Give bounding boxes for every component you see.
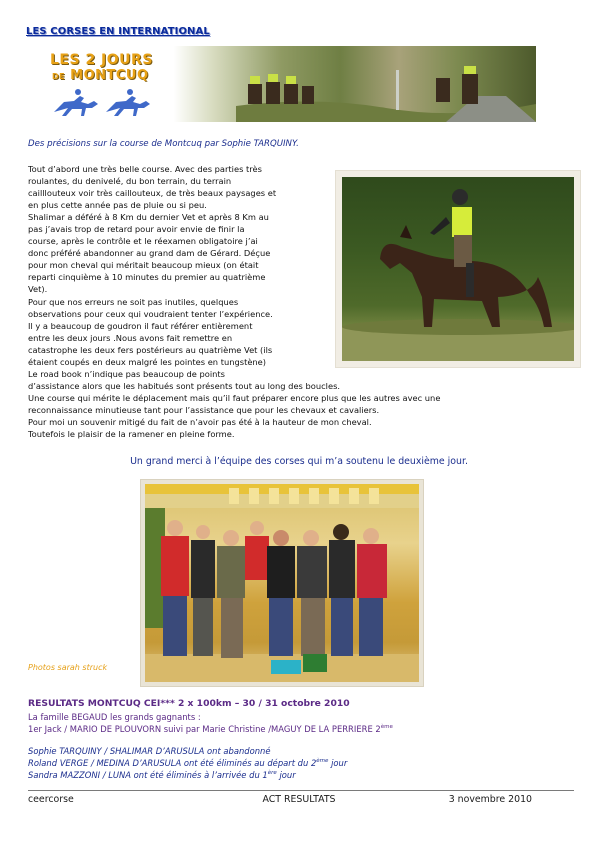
event-banner: [46, 46, 536, 122]
article-line: en plus cette année pas de pluie ou si peu.: [28, 200, 207, 211]
article-line: Tout d’abord une très belle course. Avec des parties très: [28, 164, 262, 174]
article-line: observations pour ceux qui voudraient tenter l’expérience.: [28, 308, 273, 319]
footer-divider: [28, 790, 574, 791]
article-line: Pour que nos erreurs ne soit pas inutiles, quelques: [28, 296, 239, 307]
results-line: La famille BEGAUD les grands gagnants :: [28, 712, 201, 722]
article-line: Une course qui mérite le déplacement mais qu’il faut préparer encore plus que les autres avec une: [28, 392, 441, 403]
results-line: [28, 770, 296, 780]
article-line: pas j’avais trop de retard pour avoir envie de finir la: [28, 224, 245, 235]
section-title: LES CORSES EN INTERNATIONAL: [26, 26, 210, 37]
results-line-text: Roland VERGE / MEDINA D’ARUSULA ont été éliminés au départ du 2: [28, 758, 317, 768]
article-line: Le road book n’indique pas beaucoup de points: [28, 368, 225, 379]
event-logo-name: MONTCUQ: [70, 68, 149, 83]
article-line: roulantes, du denivelé, du bon terrain, du terrain: [28, 176, 232, 187]
article-line: Shalimar a déféré à 8 Km du dernier Vet et après 8 Km au: [28, 212, 269, 223]
article-line: reconnaissance minutieuse tant pour l’assistance que pour les chevaux et cavaliers.: [28, 404, 380, 415]
results-line-text: 1er Jack / MARIO DE PLOUVORN suivi par Marie Christine /MAGUY DE LA PERRIERE 2: [28, 724, 381, 734]
photo-caption: Photos sarah struck: [28, 663, 108, 672]
article-line: cailllouteux voir très caillouteux, de très beaux paysages et: [28, 188, 277, 199]
results-line-sup: ère: [267, 770, 277, 777]
results-title: RESULTATS MONTCUQ CEI*** 2 x 100km – 30 / 31 octobre 2010: [28, 698, 350, 709]
article-intro: Des précisions sur la course de Montcuq par Sophie TARQUINY.: [28, 139, 299, 149]
event-logo-line2: [52, 68, 149, 83]
rider-photo: [336, 171, 580, 367]
article-line: donc préféré abandonner au grand dam de Gérard. Déçue: [28, 248, 271, 259]
article-line: course, après le contrôle et le réexamen obligatoire j’ai: [28, 236, 258, 247]
thanks-line: Un grand merci à l’équipe des corses qui m’a soutenu le deuxième jour.: [130, 456, 468, 467]
results-line: Sophie TARQUINY / SHALIMAR D’ARUSULA ont abandonné: [28, 746, 271, 756]
event-logo-de: DE: [52, 72, 66, 81]
article-line: pour mon cheval qui méritait beaucoup mieux (on était: [28, 260, 259, 271]
results-line-end: jour: [328, 758, 348, 768]
footer-center: ACT RESULTATS: [262, 794, 336, 805]
results-line: [28, 724, 393, 734]
footer-right: 3 novembre 2010: [448, 794, 532, 805]
results-line-sup: ème: [316, 758, 329, 765]
article-line: catastrophe les deux fers postérieurs au quatrième Vet (ils: [28, 344, 273, 355]
article-line: entre les deux jours .Nous avons fait remettre en: [28, 332, 233, 343]
team-photo: [141, 480, 423, 686]
results-line-end: jour: [276, 770, 296, 780]
footer-left: ceercorse: [28, 794, 74, 805]
results-line: [28, 758, 347, 768]
article-line: reparti cinquième à 10 minutes du premier au quatrième: [28, 272, 266, 283]
article-line: Vet).: [28, 284, 48, 295]
article-line: Pour moi un souvenir mitigé du fait de n’avoir pas été à la hauteur de mon cheval.: [28, 416, 372, 427]
banner-photo-riders: [236, 56, 536, 122]
team-group-illustration: [145, 484, 419, 682]
results-line-sup: ème: [380, 724, 393, 731]
results-line-text: Sandra MAZZONI / LUNA ont été éliminés à l’arrivée du 1: [28, 770, 268, 780]
article-line: Toutefois le plaisir de la ramener en pleine forme.: [28, 429, 235, 440]
article-line: étaient coupés en deux malgré les pointes en tungstène): [28, 356, 267, 367]
event-logo-line1: LES 2 JOURS: [50, 52, 153, 68]
article-line: d’assistance alors que les habitués sont présents tout au long des boucles.: [28, 380, 341, 391]
rider-horse-illustration: [342, 177, 574, 361]
horse-riders-logo-icon: [50, 84, 160, 120]
article-line: Il y a beaucoup de goudron il faut référer entièrement: [28, 320, 253, 331]
